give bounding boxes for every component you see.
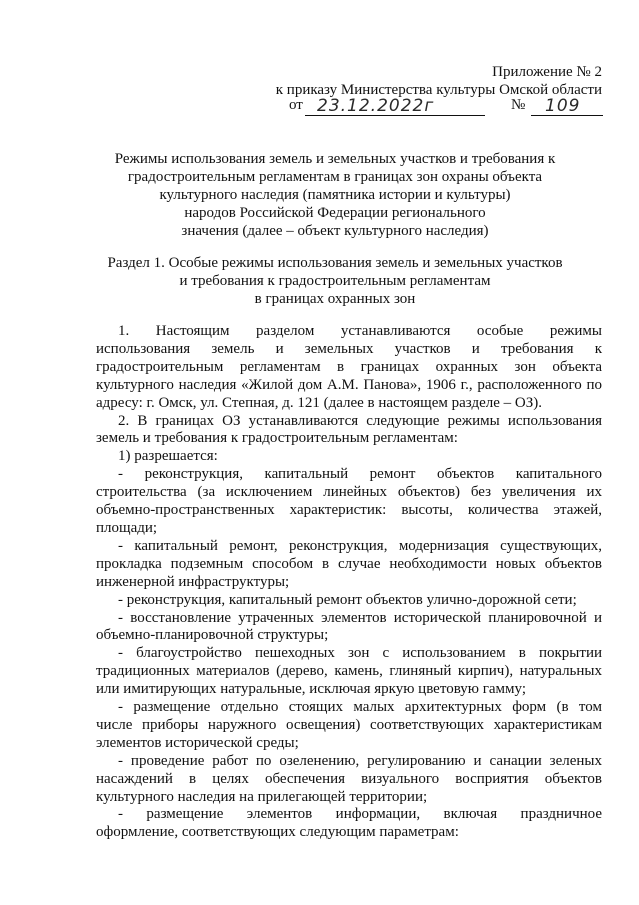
body-line: - размещение отдельно стоящих малых архитектурных форм (в том xyxy=(118,699,602,716)
title-line: культурного наследия (памятника истории и культуры) xyxy=(159,187,511,203)
body-line: - реконструкция, капитальный ремонт объектов капитального xyxy=(118,466,602,483)
body-line: использования земель и земельных участков и требования к xyxy=(96,340,602,357)
body-line: прокладка подземным способом в случае необходимости новых объектов xyxy=(96,555,602,572)
body-line: - восстановление утраченных элементов исторической планировочной и xyxy=(118,609,602,626)
body-paragraph xyxy=(96,448,602,466)
body-line: площади; xyxy=(96,519,158,536)
body-paragraph xyxy=(96,413,602,449)
body-paragraph xyxy=(96,753,602,807)
appendix-label: Приложение № 2 xyxy=(492,64,602,80)
body-line: объемно-планировочной структуры; xyxy=(96,627,329,644)
body-line: оформление, соответствующих следующим параметрам: xyxy=(96,824,459,841)
order-date-number-line xyxy=(289,98,603,118)
body-line: 1) разрешается: xyxy=(118,448,218,465)
body-line: адресу: г. Омск, ул. Степная, д. 121 (далее в настоящем разделе – ОЗ). xyxy=(96,394,542,411)
body-line: 1. Настоящим разделом устанавливаются особые режимы xyxy=(118,323,602,339)
body-line: элементов исторической среды; xyxy=(96,734,299,751)
body-paragraph xyxy=(96,323,602,413)
body-line: 2. В границах ОЗ устанавливаются следующие режимы использования xyxy=(118,412,602,429)
body-line: - капитальный ремонт, реконструкция, модернизация существующих, xyxy=(118,537,602,554)
body-paragraph xyxy=(96,699,602,753)
handwritten-date: 23.12.2022г xyxy=(317,96,435,116)
body-line: градостроительным регламентам в границах охранных зон объекта xyxy=(96,358,602,375)
body-line: - размещение элементов информации, включая праздничное xyxy=(118,806,602,823)
body-paragraph xyxy=(96,538,602,592)
section-line: в границах охранных зон xyxy=(254,291,416,307)
section-line: и требования к градостроительным регламентам xyxy=(179,273,491,289)
order-reference: к приказу Министерства культуры Омской области xyxy=(275,82,602,98)
body-line: традиционных материалов (дерево, камень, глиняный кирпич), натуральных xyxy=(96,663,602,680)
title-line: народов Российской Федерации регионального xyxy=(184,205,486,221)
body-line: культурного наследия на прилегающей территории; xyxy=(96,788,428,805)
body-line: - проведение работ по озеленению, регулированию и санации зеленых xyxy=(118,752,602,769)
body-paragraph xyxy=(96,806,602,842)
body-line: строительства (за исключением линейных объектов) без увеличения их xyxy=(96,484,602,501)
body-line: или имитирующих натуральные, исключая яркую цветовую гамму; xyxy=(96,681,526,698)
body-line: насаждений в целях обеспечения визуального восприятия объектов xyxy=(96,770,602,787)
body-paragraph xyxy=(96,645,602,699)
handwritten-number: 109 xyxy=(545,96,581,116)
section-heading xyxy=(100,254,570,308)
title-line: значения (далее – объект культурного наследия) xyxy=(181,223,489,239)
body-text xyxy=(96,323,602,842)
title-line: Режимы использования земель и земельных участков и требования к xyxy=(114,151,556,167)
body-line: объемно-пространственных характеристик: высоты, количества этажей, xyxy=(96,502,602,519)
body-paragraph xyxy=(96,466,602,538)
body-line: земель и требования к градостроительным регламентам: xyxy=(96,430,458,447)
body-line: культурного наследия «Жилой дом А.М. Панова», 1906 г., расположенного по xyxy=(96,376,602,393)
document-title xyxy=(100,150,570,240)
section-line: Раздел 1. Особые режимы использования земель и земельных участков xyxy=(107,255,563,271)
body-line: - благоустройство пешеходных зон с использованием в покрытии xyxy=(118,645,602,662)
title-line: градостроительным регламентам в границах зон охраны объекта xyxy=(127,169,543,185)
body-line: числе приборы наружного освещения) соответствующих характеристикам xyxy=(96,716,602,733)
date-prefix: от xyxy=(289,97,303,113)
body-paragraph xyxy=(96,592,602,610)
body-line: - реконструкция, капитальный ремонт объектов улично-дорожной сети; xyxy=(118,591,577,608)
body-paragraph xyxy=(96,610,602,646)
body-line: инженерной инфраструктуры; xyxy=(96,573,290,590)
number-prefix: № xyxy=(511,97,526,113)
